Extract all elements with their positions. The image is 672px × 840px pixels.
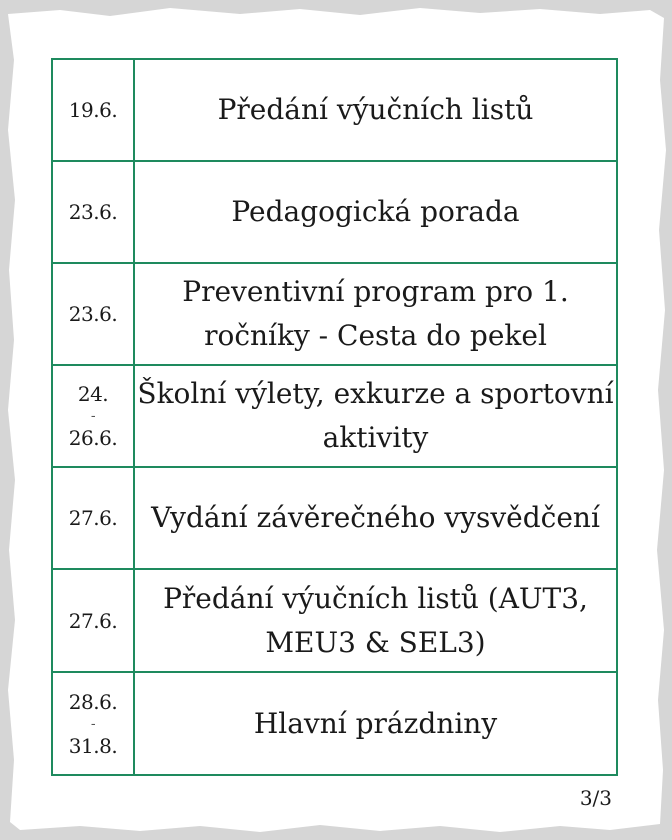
date-separator: -	[90, 408, 96, 424]
event-cell: Předání výučních listů (AUT3, MEU3 & SEL3)	[134, 569, 617, 672]
date-range-cell	[52, 365, 134, 467]
date-cell: 23.6.	[52, 161, 134, 263]
date-cell: 23.6.	[52, 263, 134, 365]
date-cell: 27.6.	[52, 569, 134, 672]
date-from: 28.6.	[68, 689, 118, 714]
event-cell: Školní výlety, exkurze a sportovní aktivity	[134, 365, 617, 467]
table-row	[52, 59, 617, 161]
table-row	[52, 467, 617, 569]
event-cell: Vydání závěrečného vysvědčení	[134, 467, 617, 569]
event-cell: Hlavní prázdniny	[134, 672, 617, 775]
date-cell: 27.6.	[52, 467, 134, 569]
date-cell: 19.6.	[52, 59, 134, 161]
date-from: 24.	[77, 382, 109, 406]
event-cell: Předání výučních listů	[134, 59, 617, 161]
event-cell: Preventivní program pro 1. ročníky - Cesta do pekel	[134, 263, 617, 365]
table-row	[52, 672, 617, 775]
event-cell: Pedagogická porada	[134, 161, 617, 263]
table-row	[52, 161, 617, 263]
date-range-cell	[52, 672, 134, 775]
date-to: 31.8.	[68, 733, 118, 758]
table-row	[52, 569, 617, 672]
table-row	[52, 365, 617, 467]
page-number: 3/3	[579, 786, 612, 810]
date-to: 26.6.	[68, 426, 118, 450]
schedule-table	[51, 58, 618, 776]
table-row	[52, 263, 617, 365]
date-separator: -	[90, 715, 96, 732]
